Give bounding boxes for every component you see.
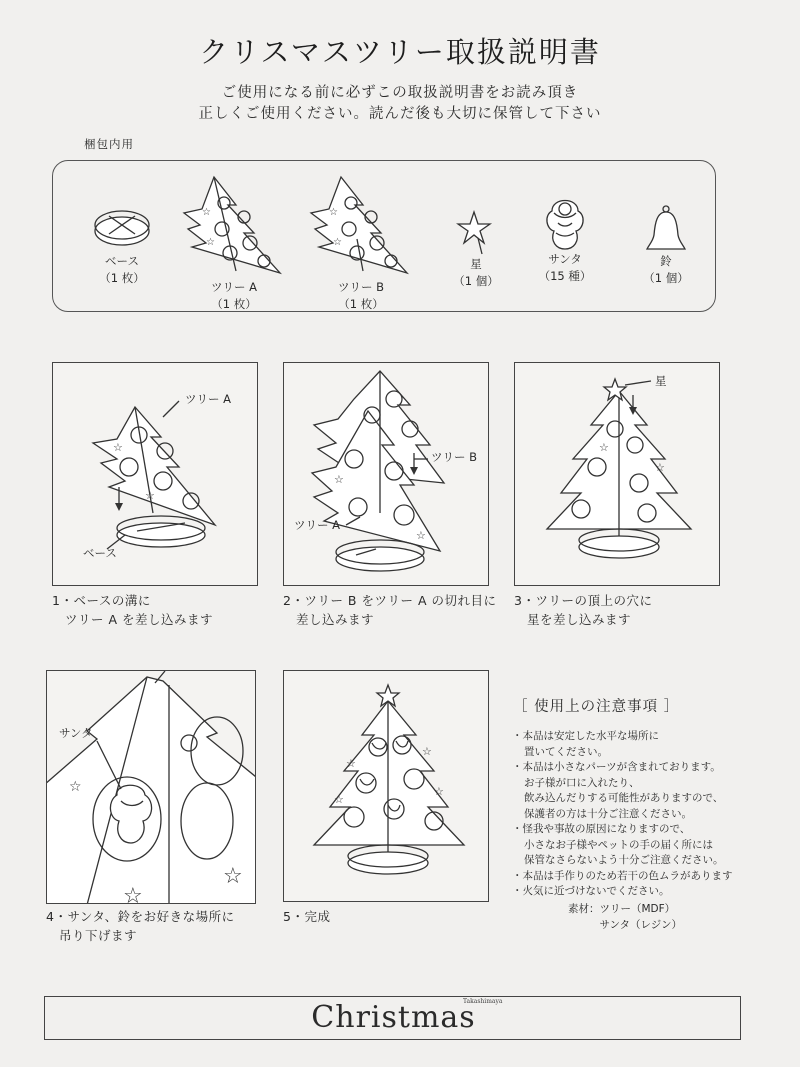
part-name: ツリー B [337, 280, 385, 294]
svg-text:☆: ☆ [223, 864, 243, 889]
step-4-caption [46, 907, 235, 945]
note-line: 保護者の方は十分ご注意ください。 [524, 807, 692, 820]
page-title: クリスマスツリー取扱説明書 [199, 35, 601, 69]
caption-line: ツリー A を差し込みます [52, 612, 213, 627]
note-line: ・本品は安定した水平な場所に [512, 730, 659, 742]
step-3-illustration [515, 363, 720, 586]
note-line: ・怪我や事故の原因になりますので、 [512, 823, 691, 835]
step-3-panel [514, 362, 720, 586]
star-icon [456, 210, 496, 256]
caption-line: 3・ツリーの頂上の穴に [514, 593, 653, 608]
part-qty: （1 個） [643, 271, 689, 285]
part-name: 星 [470, 257, 482, 271]
svg-text:☆: ☆ [434, 785, 444, 798]
intro-line: 正しくご使用ください。読んだ後も大切に保管して下さい [198, 106, 602, 122]
part-tree-a [178, 173, 290, 313]
callout-label: ベース [83, 546, 117, 560]
svg-text:☆: ☆ [599, 441, 609, 454]
svg-text:☆: ☆ [145, 489, 155, 502]
package-label: 梱包内用 [84, 137, 134, 151]
part-name: 鈴 [660, 254, 672, 268]
svg-text:☆: ☆ [202, 207, 211, 218]
step-1-caption [52, 591, 213, 629]
notes-title: ［ 使用上の注意事項 ］ [513, 699, 680, 715]
part-star [448, 210, 504, 290]
part-name: ベース [105, 254, 139, 268]
part-bell [636, 203, 696, 287]
step-3-caption [514, 591, 652, 629]
svg-text:☆: ☆ [206, 237, 215, 248]
callout-label: ツリー A [294, 518, 341, 532]
step-4-illustration [47, 671, 256, 904]
part-base [82, 205, 162, 287]
part-tree-b [305, 173, 417, 313]
step-2-caption [283, 591, 496, 629]
footer-brand-box [44, 996, 741, 1040]
callout-label: ツリー A [185, 392, 232, 406]
caption-line: 4・サンタ、鈴をお好きな場所に [46, 909, 235, 924]
caption-line: 差し込みます [283, 612, 375, 627]
intro-text [0, 83, 800, 125]
part-name: サンタ [548, 252, 582, 266]
santa-icon [540, 193, 590, 251]
svg-text:☆: ☆ [69, 779, 82, 795]
callout-label: サンタ [59, 726, 93, 740]
tree-a-icon [180, 173, 288, 279]
caption-line: 5・完成 [283, 909, 331, 924]
svg-text:☆: ☆ [655, 461, 665, 474]
step-5-illustration [284, 671, 489, 902]
tree-b-icon [307, 173, 415, 279]
part-qty: （1 枚） [338, 297, 384, 311]
material-line: 素材：ツリー（MDF） [568, 903, 676, 915]
caption-line: 星を差し込みます [514, 612, 632, 627]
part-qty: （1 枚） [211, 297, 257, 311]
callout-label: ツリー B [431, 450, 478, 464]
note-line: 飲み込んだりする可能性がありますので、 [524, 792, 724, 804]
step-5-caption [283, 907, 330, 926]
svg-text:☆: ☆ [416, 529, 426, 542]
note-line: ・火気に近づけないでください。 [512, 885, 670, 897]
step-2-panel [283, 362, 489, 586]
brand-sub-logo: Takashimaya [463, 998, 503, 1005]
caption-line: 1・ベースの溝に [52, 593, 151, 608]
bell-icon [643, 203, 689, 253]
svg-text:☆: ☆ [422, 745, 432, 758]
material-info [568, 902, 682, 933]
caption-line: 吊り下げます [46, 928, 138, 943]
svg-text:☆: ☆ [329, 207, 338, 218]
step-5-panel [283, 670, 489, 902]
note-line: ・本品は小さなパーツが含まれております。 [512, 761, 721, 773]
step-4-panel [46, 670, 256, 904]
part-name: ツリー A [210, 280, 258, 294]
brand-logo: Christmas [311, 1000, 476, 1035]
part-qty: （1 枚） [99, 271, 145, 285]
part-qty: （1 個） [453, 274, 499, 288]
intro-line: ご使用になる前に必ずこの取扱説明書をお読み頂き [221, 85, 579, 101]
svg-text:☆: ☆ [334, 793, 344, 806]
note-line: 小さなお子様やペットの手の届く所には [524, 838, 713, 851]
svg-text:☆: ☆ [346, 757, 356, 770]
svg-text:☆: ☆ [334, 473, 344, 486]
note-line: お子様が口に入れたり、 [524, 776, 640, 789]
svg-text:☆: ☆ [333, 237, 342, 248]
step-1-panel [52, 362, 258, 586]
notes-list [512, 729, 733, 900]
caption-line: 2・ツリー B をツリー A の切れ目に [283, 593, 497, 608]
part-santa [533, 193, 597, 285]
step-2-illustration [284, 363, 489, 586]
part-qty: （15 種） [538, 269, 592, 283]
material-line: サンタ（レジン） [568, 918, 683, 931]
note-line: 保管なさらないよう十分ご注意ください。 [524, 854, 724, 866]
svg-text:☆: ☆ [113, 441, 123, 454]
note-line: 置いてください。 [524, 745, 608, 758]
note-line: ・本品は手作りのため若干の色ムラがあります [512, 869, 733, 882]
base-disc-icon [87, 205, 157, 253]
callout-label: 星 [655, 374, 667, 388]
svg-text:☆: ☆ [123, 884, 143, 904]
